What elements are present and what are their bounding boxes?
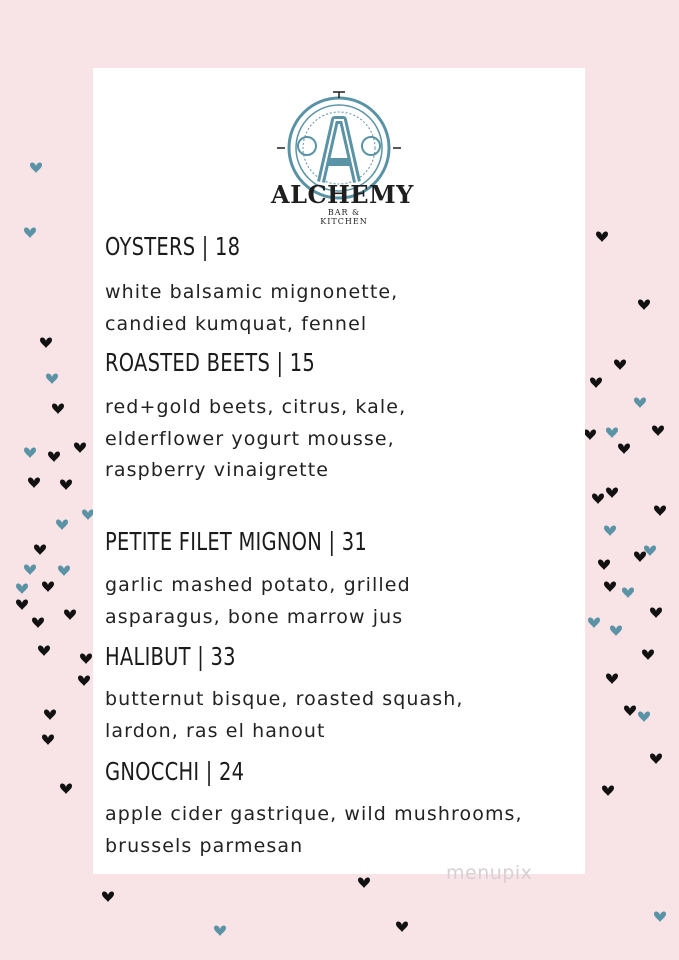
heart-icon <box>44 709 56 720</box>
menu-item-desc: white balsamic mignonette, <box>105 281 399 303</box>
menu-item-title: HALIBUT | 33 <box>105 642 236 671</box>
heart-icon <box>40 337 52 348</box>
menu-item-desc: candied kumquat, fennel <box>105 313 368 335</box>
heart-icon <box>602 785 614 796</box>
heart-icon <box>652 425 664 436</box>
heart-icon <box>606 487 618 498</box>
menu-item-title: GNOCCHI | 24 <box>105 757 245 786</box>
heart-icon <box>606 673 618 684</box>
heart-icon <box>592 493 604 504</box>
heart-icon <box>584 429 596 440</box>
heart-icon <box>358 877 370 888</box>
heart-icon <box>80 653 92 664</box>
heart-icon <box>606 427 618 438</box>
heart-icon <box>618 443 630 454</box>
heart-icon <box>24 564 36 575</box>
heart-icon <box>52 403 64 414</box>
menu-item-title: ROASTED BEETS | 15 <box>105 348 316 377</box>
heart-icon <box>624 705 636 716</box>
heart-icon <box>34 544 46 555</box>
heart-icon <box>16 583 28 594</box>
heart-icon <box>16 599 28 610</box>
heart-icon <box>32 617 44 628</box>
heart-icon <box>60 783 72 794</box>
heart-icon <box>634 397 646 408</box>
heart-icon <box>654 505 666 516</box>
heart-icon <box>58 565 70 576</box>
heart-icon <box>650 753 662 764</box>
watermark: menupix <box>446 862 533 884</box>
heart-icon <box>48 451 60 462</box>
brand-tagline: BAR & KITCHEN <box>320 208 368 226</box>
heart-icon <box>78 675 90 686</box>
heart-icon <box>638 299 650 310</box>
heart-icon <box>28 477 40 488</box>
heart-icon <box>42 734 54 745</box>
menu-item-desc: lardon, ras el hanout <box>105 720 326 742</box>
heart-icon <box>102 891 114 902</box>
heart-icon <box>654 911 666 922</box>
alchemy-logo <box>271 90 414 226</box>
heart-icon <box>30 162 42 173</box>
heart-icon <box>604 525 616 536</box>
menu-item-desc: butternut bisque, roasted squash, <box>105 688 464 710</box>
heart-icon <box>38 645 50 656</box>
menu-item-desc: elderflower yogurt mousse, <box>105 428 395 450</box>
menu-item-title: OYSTERS | 18 <box>105 232 241 261</box>
heart-icon <box>596 231 608 242</box>
heart-icon <box>24 227 36 238</box>
heart-icon <box>610 625 622 636</box>
heart-icon <box>396 921 408 932</box>
menu-card <box>93 68 585 874</box>
heart-icon <box>42 581 54 592</box>
menu-item-desc: raspberry vinaigrette <box>105 459 330 481</box>
heart-icon <box>60 479 72 490</box>
heart-icon <box>24 447 36 458</box>
heart-icon <box>642 649 654 660</box>
menu-item-desc: apple cider gastrique, wild mushrooms, <box>105 803 523 825</box>
heart-icon <box>46 373 58 384</box>
heart-icon <box>64 609 76 620</box>
menu-item-desc: red+gold beets, citrus, kale, <box>105 396 407 418</box>
menu-item-desc: asparagus, bone marrow jus <box>105 606 404 628</box>
heart-icon <box>214 925 226 936</box>
heart-icon <box>604 581 616 592</box>
heart-icon <box>590 377 602 388</box>
menu-item-desc: brussels parmesan <box>105 835 304 857</box>
heart-icon <box>638 711 650 722</box>
heart-icon <box>588 617 600 628</box>
heart-icon <box>622 587 634 598</box>
heart-icon <box>634 551 646 562</box>
heart-icon <box>74 442 86 453</box>
heart-icon <box>598 559 610 570</box>
heart-icon <box>650 607 662 618</box>
menu-item-title: PETITE FILET MIGNON | 31 <box>105 527 368 556</box>
brand-name: ALCHEMY <box>271 180 414 209</box>
menu-item-desc: garlic mashed potato, grilled <box>105 574 411 596</box>
heart-icon <box>614 359 626 370</box>
heart-icon <box>56 519 68 530</box>
